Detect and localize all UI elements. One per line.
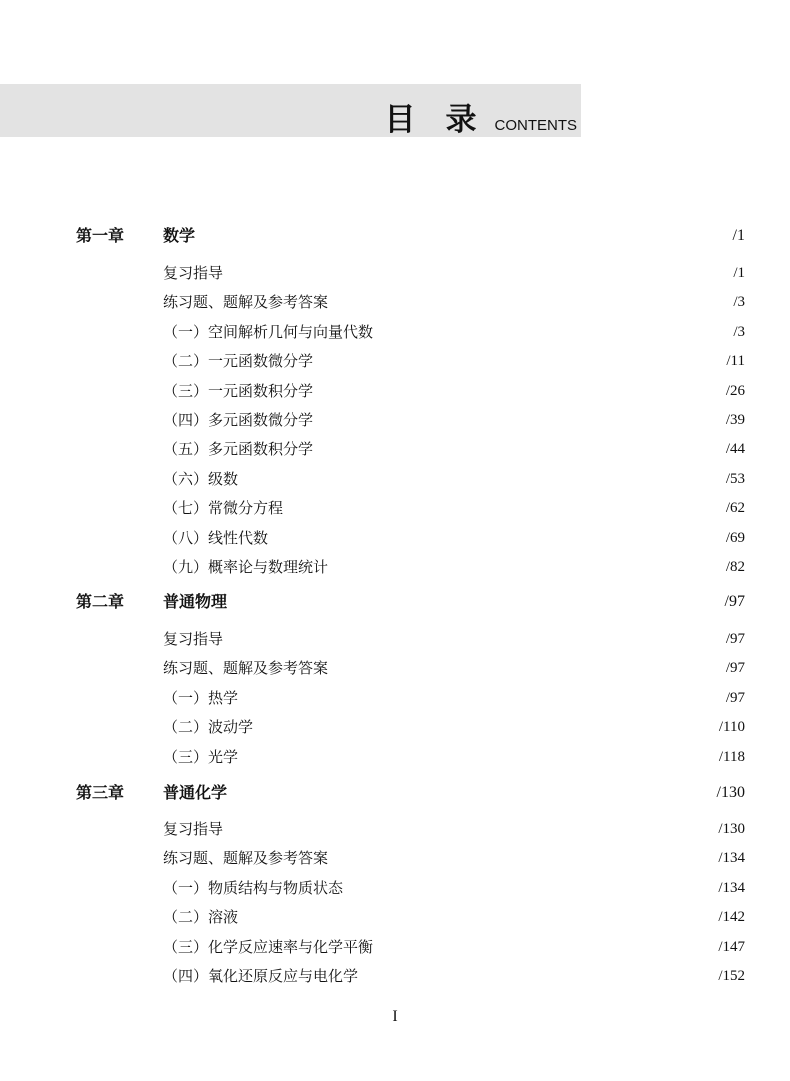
entry-title: （一）热学 xyxy=(163,689,239,707)
toc-entry[interactable] xyxy=(0,378,790,404)
entry-title: （八）线性代数 xyxy=(163,529,269,547)
toc-entry[interactable] xyxy=(0,875,790,901)
toc-entry[interactable] xyxy=(0,466,790,492)
title-zh: 目录 xyxy=(384,102,507,138)
entry-title: （三）光学 xyxy=(163,748,239,766)
entry-page-number: /3 xyxy=(733,294,745,310)
entry-title: （五）多元函数积分学 xyxy=(163,440,314,458)
entry-page-number: /82 xyxy=(725,559,745,575)
chapter-row[interactable] xyxy=(0,780,790,806)
chapter-title: 普通物理 xyxy=(163,592,228,611)
chapter-row[interactable] xyxy=(0,589,790,615)
entry-title: （一）空间解析几何与向量代数 xyxy=(163,323,374,341)
entry-title: （九）概率论与数理统计 xyxy=(163,558,329,576)
entry-title: 练习题、题解及参考答案 xyxy=(163,293,329,311)
entry-title: （四）多元函数微分学 xyxy=(163,411,314,429)
entry-title: 练习题、题解及参考答案 xyxy=(163,849,329,867)
entry-page-number: /39 xyxy=(725,412,745,428)
entry-page-number: /11 xyxy=(726,353,745,369)
toc-entry[interactable] xyxy=(0,714,790,740)
entry-page-number: /134 xyxy=(718,880,745,896)
entry-title: 复习指导 xyxy=(163,264,224,282)
page-title xyxy=(385,94,578,139)
chapter-page-number: /97 xyxy=(724,593,745,610)
entry-title: 复习指导 xyxy=(163,820,224,838)
chapter-number: 第二章 xyxy=(76,592,125,611)
toc-entry[interactable] xyxy=(0,934,790,960)
entry-title: 复习指导 xyxy=(163,630,224,648)
entry-page-number: /97 xyxy=(725,690,745,706)
entry-title: 练习题、题解及参考答案 xyxy=(163,659,329,677)
entry-page-number: /134 xyxy=(718,850,745,866)
entry-page-number: /97 xyxy=(725,631,745,647)
entry-page-number: /44 xyxy=(725,441,745,457)
entry-title: （二）波动学 xyxy=(163,718,254,736)
entry-title: （三）一元函数积分学 xyxy=(163,382,314,400)
entry-page-number: /142 xyxy=(718,909,745,925)
footer-page-number: I xyxy=(392,1008,398,1025)
entry-title: （二）一元函数微分学 xyxy=(163,352,314,370)
entry-page-number: /97 xyxy=(725,660,745,676)
entry-page-number: /118 xyxy=(718,749,745,765)
toc-entry[interactable] xyxy=(0,260,790,286)
chapter-title: 数学 xyxy=(163,226,196,245)
chapter-title: 普通化学 xyxy=(163,783,228,802)
toc-entry[interactable] xyxy=(0,407,790,433)
entry-page-number: /53 xyxy=(725,471,745,487)
entry-page-number: /152 xyxy=(718,968,745,984)
title-en: CONTENTS xyxy=(494,117,577,134)
entry-page-number: /62 xyxy=(725,500,745,516)
entry-title: （三）化学反应速率与化学平衡 xyxy=(163,938,374,956)
toc-entry[interactable] xyxy=(0,685,790,711)
entry-title: （六）级数 xyxy=(163,470,239,488)
toc-entry[interactable] xyxy=(0,348,790,374)
entry-page-number: /1 xyxy=(733,265,745,281)
entry-title: （一）物质结构与物质状态 xyxy=(163,879,344,897)
entry-page-number: /110 xyxy=(718,719,745,735)
toc-entry[interactable] xyxy=(0,845,790,871)
entry-title: （四）氧化还原反应与电化学 xyxy=(163,967,359,985)
toc-entry[interactable] xyxy=(0,744,790,770)
chapter-page-number: /1 xyxy=(732,227,745,244)
toc-entry[interactable] xyxy=(0,495,790,521)
toc-entry[interactable] xyxy=(0,436,790,462)
entry-page-number: /3 xyxy=(733,324,745,340)
toc-entry[interactable] xyxy=(0,525,790,551)
entry-page-number: /147 xyxy=(718,939,745,955)
entry-title: （七）常微分方程 xyxy=(163,499,284,517)
toc-entry[interactable] xyxy=(0,626,790,652)
chapter-row[interactable] xyxy=(0,223,790,249)
toc-entry[interactable] xyxy=(0,816,790,842)
toc-entry[interactable] xyxy=(0,554,790,580)
toc-entry[interactable] xyxy=(0,963,790,989)
chapter-page-number: /130 xyxy=(716,784,745,801)
chapter-number: 第一章 xyxy=(76,226,125,245)
chapter-number: 第三章 xyxy=(76,783,125,802)
entry-page-number: /69 xyxy=(725,530,745,546)
entry-title: （二）溶液 xyxy=(163,908,239,926)
toc-entry[interactable] xyxy=(0,319,790,345)
entry-page-number: /26 xyxy=(725,383,745,399)
toc-entry[interactable] xyxy=(0,904,790,930)
toc-entry[interactable] xyxy=(0,289,790,315)
entry-page-number: /130 xyxy=(718,821,745,837)
toc-entry[interactable] xyxy=(0,655,790,681)
